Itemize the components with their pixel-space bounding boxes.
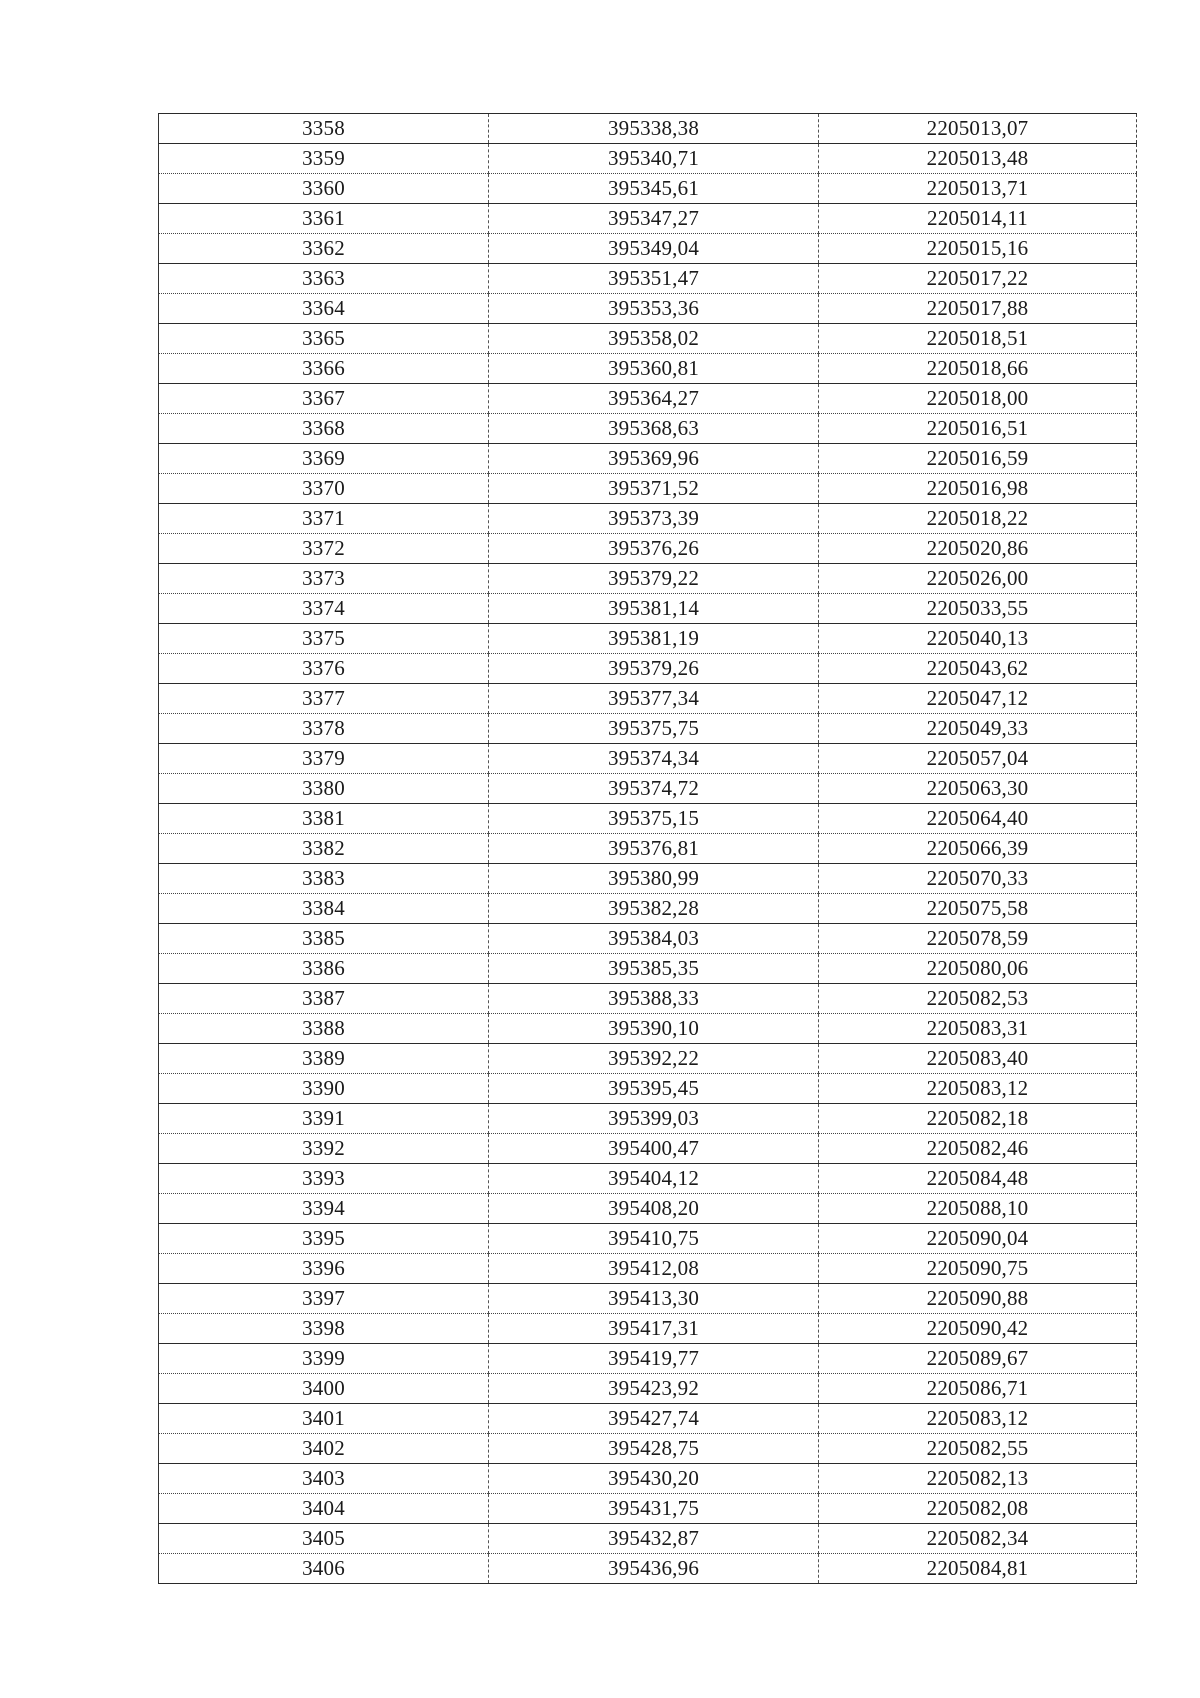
table-row [159,144,1137,174]
y-coordinate-cell: 2205066,39 [819,834,1137,864]
y-coordinate-cell: 2205057,04 [819,744,1137,774]
x-coordinate-cell: 395413,30 [489,1284,819,1314]
x-coordinate-cell: 395349,04 [489,234,819,264]
y-coordinate-cell: 2205089,67 [819,1344,1137,1374]
y-coordinate-cell: 2205084,48 [819,1164,1137,1194]
y-coordinate-cell: 2205018,00 [819,384,1137,414]
y-coordinate-cell: 2205083,12 [819,1404,1137,1434]
x-coordinate-cell: 395404,12 [489,1164,819,1194]
x-coordinate-cell: 395395,45 [489,1074,819,1104]
point-number-cell: 3396 [159,1254,489,1284]
point-number-cell: 3359 [159,144,489,174]
x-coordinate-cell: 395432,87 [489,1524,819,1554]
y-coordinate-cell: 2205049,33 [819,714,1137,744]
y-coordinate-cell: 2205090,04 [819,1224,1137,1254]
table-row [159,204,1137,234]
y-coordinate-cell: 2205084,81 [819,1554,1137,1584]
point-number-cell: 3378 [159,714,489,744]
y-coordinate-cell: 2205013,48 [819,144,1137,174]
y-coordinate-cell: 2205018,66 [819,354,1137,384]
point-number-cell: 3390 [159,1074,489,1104]
y-coordinate-cell: 2205016,51 [819,414,1137,444]
point-number-cell: 3379 [159,744,489,774]
point-number-cell: 3371 [159,504,489,534]
x-coordinate-cell: 395375,15 [489,804,819,834]
y-coordinate-cell: 2205015,16 [819,234,1137,264]
y-coordinate-cell: 2205088,10 [819,1194,1137,1224]
y-coordinate-cell: 2205013,71 [819,174,1137,204]
x-coordinate-cell: 395347,27 [489,204,819,234]
point-number-cell: 3358 [159,114,489,144]
point-number-cell: 3364 [159,294,489,324]
table-row [159,984,1137,1014]
y-coordinate-cell: 2205082,08 [819,1494,1137,1524]
x-coordinate-cell: 395417,31 [489,1314,819,1344]
x-coordinate-cell: 395388,33 [489,984,819,1014]
point-number-cell: 3377 [159,684,489,714]
table-row [159,1224,1137,1254]
y-coordinate-cell: 2205082,13 [819,1464,1137,1494]
y-coordinate-cell: 2205082,46 [819,1134,1137,1164]
table-row [159,1344,1137,1374]
point-number-cell: 3376 [159,654,489,684]
y-coordinate-cell: 2205014,11 [819,204,1137,234]
point-number-cell: 3375 [159,624,489,654]
y-coordinate-cell: 2205026,00 [819,564,1137,594]
x-coordinate-cell: 395436,96 [489,1554,819,1584]
point-number-cell: 3381 [159,804,489,834]
x-coordinate-cell: 395430,20 [489,1464,819,1494]
point-number-cell: 3391 [159,1104,489,1134]
point-number-cell: 3368 [159,414,489,444]
x-coordinate-cell: 395364,27 [489,384,819,414]
table-row [159,174,1137,204]
point-number-cell: 3362 [159,234,489,264]
y-coordinate-cell: 2205082,34 [819,1524,1137,1554]
table-row [159,324,1137,354]
table-row [159,954,1137,984]
point-number-cell: 3400 [159,1374,489,1404]
coordinates-table [158,113,1137,1584]
y-coordinate-cell: 2205018,51 [819,324,1137,354]
x-coordinate-cell: 395428,75 [489,1434,819,1464]
table-row [159,1254,1137,1284]
y-coordinate-cell: 2205063,30 [819,774,1137,804]
y-coordinate-cell: 2205064,40 [819,804,1137,834]
y-coordinate-cell: 2205080,06 [819,954,1137,984]
point-number-cell: 3369 [159,444,489,474]
table-row [159,1104,1137,1134]
table-row [159,444,1137,474]
x-coordinate-cell: 395377,34 [489,684,819,714]
x-coordinate-cell: 395340,71 [489,144,819,174]
y-coordinate-cell: 2205086,71 [819,1374,1137,1404]
table-row [159,504,1137,534]
x-coordinate-cell: 395410,75 [489,1224,819,1254]
x-coordinate-cell: 395379,22 [489,564,819,594]
y-coordinate-cell: 2205017,88 [819,294,1137,324]
y-coordinate-cell: 2205090,88 [819,1284,1137,1314]
x-coordinate-cell: 395431,75 [489,1494,819,1524]
point-number-cell: 3373 [159,564,489,594]
x-coordinate-cell: 395345,61 [489,174,819,204]
point-number-cell: 3398 [159,1314,489,1344]
table-row [159,234,1137,264]
table-row [159,1554,1137,1584]
x-coordinate-cell: 395382,28 [489,894,819,924]
table-row [159,804,1137,834]
y-coordinate-cell: 2205082,53 [819,984,1137,1014]
point-number-cell: 3393 [159,1164,489,1194]
point-number-cell: 3370 [159,474,489,504]
x-coordinate-cell: 395374,34 [489,744,819,774]
table-row [159,384,1137,414]
y-coordinate-cell: 2205020,86 [819,534,1137,564]
x-coordinate-cell: 395360,81 [489,354,819,384]
y-coordinate-cell: 2205082,55 [819,1434,1137,1464]
x-coordinate-cell: 395392,22 [489,1044,819,1074]
y-coordinate-cell: 2205083,31 [819,1014,1137,1044]
x-coordinate-cell: 395369,96 [489,444,819,474]
point-number-cell: 3395 [159,1224,489,1254]
x-coordinate-cell: 395384,03 [489,924,819,954]
table-row [159,1284,1137,1314]
x-coordinate-cell: 395427,74 [489,1404,819,1434]
y-coordinate-cell: 2205070,33 [819,864,1137,894]
point-number-cell: 3406 [159,1554,489,1584]
table-row [159,1194,1137,1224]
y-coordinate-cell: 2205016,59 [819,444,1137,474]
table-row [159,864,1137,894]
y-coordinate-cell: 2205040,13 [819,624,1137,654]
coordinates-table-body [159,114,1137,1584]
point-number-cell: 3367 [159,384,489,414]
table-row [159,1134,1137,1164]
x-coordinate-cell: 395376,26 [489,534,819,564]
point-number-cell: 3380 [159,774,489,804]
point-number-cell: 3389 [159,1044,489,1074]
y-coordinate-cell: 2205083,40 [819,1044,1137,1074]
x-coordinate-cell: 395399,03 [489,1104,819,1134]
table-row [159,654,1137,684]
table-row [159,1314,1137,1344]
table-row [159,1494,1137,1524]
y-coordinate-cell: 2205078,59 [819,924,1137,954]
y-coordinate-cell: 2205090,42 [819,1314,1137,1344]
point-number-cell: 3392 [159,1134,489,1164]
x-coordinate-cell: 395390,10 [489,1014,819,1044]
x-coordinate-cell: 395381,14 [489,594,819,624]
table-row [159,624,1137,654]
table-row [159,714,1137,744]
table-row [159,1464,1137,1494]
table-row [159,294,1137,324]
table-row [159,414,1137,444]
x-coordinate-cell: 395419,77 [489,1344,819,1374]
table-row [159,1374,1137,1404]
point-number-cell: 3374 [159,594,489,624]
table-row [159,474,1137,504]
table-row [159,534,1137,564]
point-number-cell: 3363 [159,264,489,294]
x-coordinate-cell: 395423,92 [489,1374,819,1404]
point-number-cell: 3384 [159,894,489,924]
y-coordinate-cell: 2205082,18 [819,1104,1137,1134]
table-row [159,894,1137,924]
x-coordinate-cell: 395358,02 [489,324,819,354]
point-number-cell: 3404 [159,1494,489,1524]
x-coordinate-cell: 395412,08 [489,1254,819,1284]
y-coordinate-cell: 2205016,98 [819,474,1137,504]
point-number-cell: 3366 [159,354,489,384]
point-number-cell: 3382 [159,834,489,864]
point-number-cell: 3387 [159,984,489,1014]
point-number-cell: 3386 [159,954,489,984]
point-number-cell: 3397 [159,1284,489,1314]
table-row [159,774,1137,804]
x-coordinate-cell: 395353,36 [489,294,819,324]
x-coordinate-cell: 395408,20 [489,1194,819,1224]
y-coordinate-cell: 2205013,07 [819,114,1137,144]
x-coordinate-cell: 395400,47 [489,1134,819,1164]
x-coordinate-cell: 395380,99 [489,864,819,894]
table-row [159,744,1137,774]
point-number-cell: 3388 [159,1014,489,1044]
x-coordinate-cell: 395379,26 [489,654,819,684]
point-number-cell: 3401 [159,1404,489,1434]
table-row [159,1014,1137,1044]
table-row [159,1164,1137,1194]
table-row [159,264,1137,294]
table-row [159,924,1137,954]
table-row [159,114,1137,144]
x-coordinate-cell: 395381,19 [489,624,819,654]
x-coordinate-cell: 395385,35 [489,954,819,984]
table-row [159,834,1137,864]
y-coordinate-cell: 2205090,75 [819,1254,1137,1284]
point-number-cell: 3385 [159,924,489,954]
point-number-cell: 3365 [159,324,489,354]
table-row [159,594,1137,624]
x-coordinate-cell: 395374,72 [489,774,819,804]
table-row [159,1074,1137,1104]
y-coordinate-cell: 2205043,62 [819,654,1137,684]
point-number-cell: 3361 [159,204,489,234]
y-coordinate-cell: 2205017,22 [819,264,1137,294]
point-number-cell: 3402 [159,1434,489,1464]
table-row [159,1524,1137,1554]
table-row [159,1434,1137,1464]
x-coordinate-cell: 395371,52 [489,474,819,504]
x-coordinate-cell: 395376,81 [489,834,819,864]
table-row [159,1044,1137,1074]
point-number-cell: 3394 [159,1194,489,1224]
table-row [159,1404,1137,1434]
y-coordinate-cell: 2205033,55 [819,594,1137,624]
y-coordinate-cell: 2205018,22 [819,504,1137,534]
y-coordinate-cell: 2205083,12 [819,1074,1137,1104]
table-row [159,564,1137,594]
x-coordinate-cell: 395373,39 [489,504,819,534]
x-coordinate-cell: 395375,75 [489,714,819,744]
point-number-cell: 3403 [159,1464,489,1494]
point-number-cell: 3360 [159,174,489,204]
x-coordinate-cell: 395351,47 [489,264,819,294]
x-coordinate-cell: 395338,38 [489,114,819,144]
y-coordinate-cell: 2205047,12 [819,684,1137,714]
table-row [159,684,1137,714]
table-row [159,354,1137,384]
point-number-cell: 3399 [159,1344,489,1374]
point-number-cell: 3405 [159,1524,489,1554]
point-number-cell: 3383 [159,864,489,894]
y-coordinate-cell: 2205075,58 [819,894,1137,924]
x-coordinate-cell: 395368,63 [489,414,819,444]
point-number-cell: 3372 [159,534,489,564]
